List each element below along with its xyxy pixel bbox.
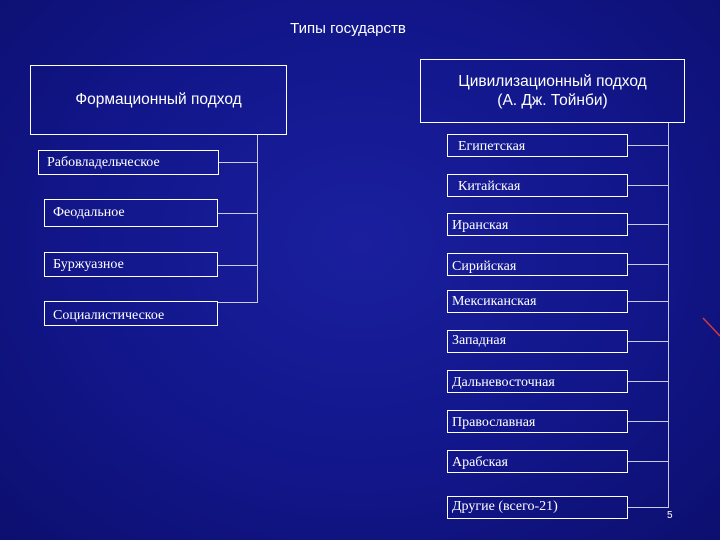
- civ-item-chinese: Китайская: [447, 174, 628, 197]
- civ-item-arab: Арабская: [447, 450, 628, 473]
- civ-item-syrian: Сирийская: [447, 253, 628, 276]
- civ-item-far-eastern: Дальневосточная: [447, 370, 628, 393]
- civilizational-header-line1: Цивилизационный подход: [458, 72, 647, 90]
- civ-item-egyptian: Египетская: [447, 134, 628, 157]
- civ-item-others: Другие (всего-21): [447, 496, 628, 519]
- page-title: Типы государств: [290, 20, 406, 37]
- civ-item-iranian: Иранская: [447, 213, 628, 236]
- page-number: 5: [667, 510, 673, 521]
- red-accent-line: [703, 318, 720, 336]
- formational-item-slavery: Рабовладельческое: [38, 150, 219, 175]
- civ-item-orthodox: Православная: [447, 410, 628, 433]
- civilizational-header-line2: (А. Дж. Тойнби): [497, 92, 608, 109]
- formational-item-socialist: Социалистическое: [44, 301, 218, 326]
- civ-item-mexican: Мексиканская: [447, 290, 628, 313]
- formational-header-label: Формационный подход: [75, 91, 242, 109]
- civ-item-western: Западная: [447, 330, 628, 353]
- formational-item-bourgeois: Буржуазное: [44, 252, 218, 277]
- formational-item-feudal: Феодальное: [44, 199, 218, 227]
